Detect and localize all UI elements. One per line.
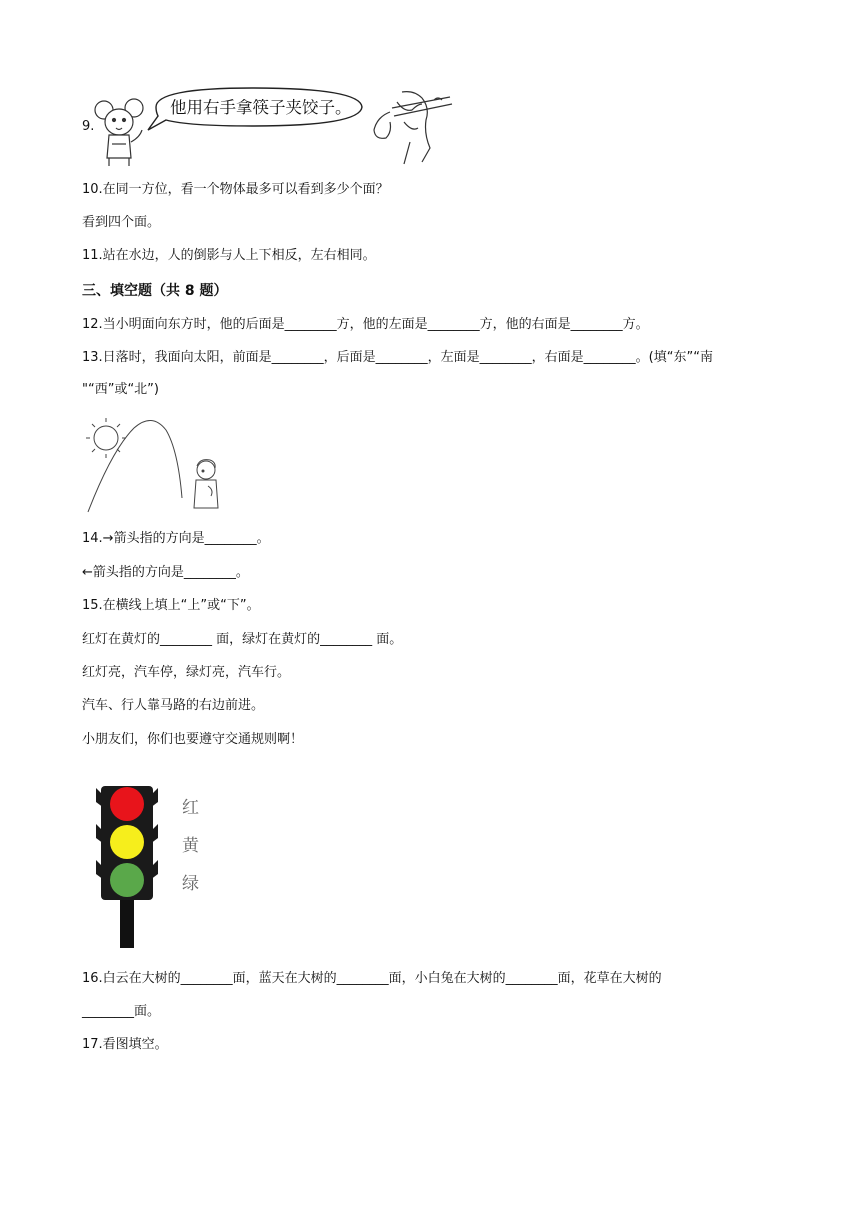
yellow-light: [110, 825, 144, 859]
q15-line1: 15.在横线上填上“上”或“下”。: [82, 598, 260, 613]
hand-chopsticks-icon: [374, 92, 452, 164]
q14-line2: ←箭头指的方向是________。: [82, 565, 249, 580]
q15-line4: 汽车、行人靠马路的右边前进。: [82, 698, 265, 713]
q16-line1: 16.白云在大树的________面，蓝天在大树的________面，小白兔在大树的________面，花草在大树的: [82, 971, 662, 986]
section-title: 三、填空题（共 8 题）: [82, 283, 228, 299]
hill-line: [88, 420, 182, 512]
label-yellow: 黄: [182, 836, 199, 856]
speech-bubble-text: 他用右手拿筷子夹饺子。: [170, 98, 352, 117]
boy-icon: [194, 460, 218, 508]
label-green: 绿: [182, 874, 199, 894]
q10-question: 10.在同一方位，看一个物体最多可以看到多少个面？: [82, 182, 389, 197]
label-red: 红: [182, 798, 199, 818]
q10-answer: 看到四个面。: [82, 215, 161, 230]
q17-text: 17.看图填空。: [82, 1037, 168, 1052]
q9-number: 9.: [82, 119, 95, 134]
sunset-illustration: [82, 410, 242, 520]
q15-line5: 小朋友们，你们也要遵守交通规则啊！: [82, 732, 304, 747]
green-light: [110, 863, 144, 897]
q16-line2: ________面。: [82, 1004, 161, 1019]
q11-text: 11.站在水边，人的倒影与人上下相反，左右相同。: [82, 248, 376, 263]
q15-line3: 红灯亮，汽车停，绿灯亮，汽车行。: [82, 665, 291, 680]
q13-line2: "“西”或“北”): [82, 382, 159, 397]
mouse-icon: [95, 99, 143, 166]
q14-line1: 14.→箭头指的方向是________。: [82, 531, 270, 546]
traffic-light: [88, 778, 228, 958]
q15-line2: 红灯在黄灯的________ 面，绿灯在黄灯的________ 面。: [82, 632, 403, 647]
sun-icon: [86, 418, 126, 458]
q9-illustration: [92, 82, 462, 172]
q13-line1: 13.日落时，我面向太阳，前面是________，后面是________，左面是________，右面是________。(填“东”“南: [82, 350, 713, 365]
red-light: [110, 787, 144, 821]
q12-text: 12.当小明面向东方时，他的后面是________方，他的左面是________方，他的右面是________方。: [82, 317, 649, 332]
